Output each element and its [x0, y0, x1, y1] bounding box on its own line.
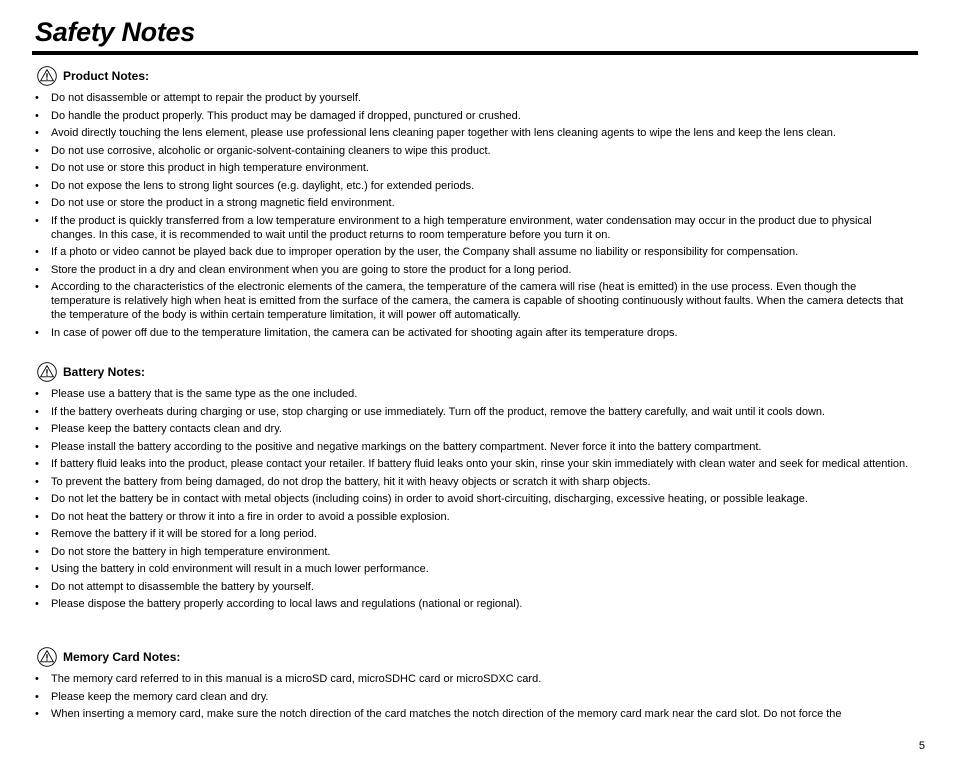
- list-item-text: Do not store the battery in high temperature environment.: [51, 545, 331, 558]
- list-item: [35, 562, 915, 576]
- list-item-text: The memory card referred to in this manual is a microSD card, microSDHC card or microSDXC card.: [51, 673, 542, 685]
- list-item-text: In case of power off due to the temperature limitation, the camera can be activated for shooting again after its temperature drops.: [51, 326, 678, 339]
- list-item: [35, 690, 915, 704]
- list-item: [35, 126, 915, 140]
- list-item: [35, 475, 915, 489]
- list-item: [35, 91, 915, 105]
- list-item-text: Please dispose the battery properly according to local laws and regulations (national or regional).: [51, 598, 523, 610]
- section-heading-text: Memory Card Notes:: [63, 650, 181, 664]
- bullet-marker: •: [35, 326, 39, 339]
- bullet-marker: •: [35, 246, 39, 258]
- list-item-text: To prevent the battery from being damaged, do not drop the battery, hit it with heavy objects or scratch it with sharp objects.: [51, 475, 651, 488]
- list-item: [35, 387, 915, 401]
- bullet-marker: •: [35, 92, 39, 104]
- list-item: [35, 196, 915, 210]
- list-item-text: Do not attempt to disassemble the battery by yourself.: [51, 580, 314, 593]
- section-heading-text: Battery Notes:: [63, 365, 146, 379]
- memory-card-notes-heading: [37, 647, 180, 667]
- bullet-marker: •: [35, 528, 39, 540]
- list-item-text: Do not use corrosive, alcoholic or organic-solvent-containing cleaners to wipe this product.: [51, 144, 491, 157]
- memory-card-notes-list: [35, 672, 915, 725]
- list-item: [35, 580, 915, 594]
- page-number: 5: [918, 740, 925, 752]
- list-item: [35, 179, 915, 193]
- list-item: [35, 326, 915, 340]
- bullet-marker: •: [35, 127, 39, 139]
- battery-notes-heading: [37, 362, 145, 382]
- list-item-text: Please use a battery that is the same type as the one included.: [51, 388, 358, 400]
- bullet-marker: •: [35, 493, 39, 505]
- list-item-text: Store the product in a dry and clean environment when you are going to store the product for a long period.: [51, 263, 572, 276]
- bullet-marker: •: [35, 109, 39, 122]
- list-item: [35, 422, 915, 436]
- list-item-text: Do not heat the battery or throw it into a fire in order to avoid a possible explosion.: [51, 510, 450, 523]
- list-item-text: Please keep the battery contacts clean and dry.: [51, 423, 282, 435]
- list-item: [35, 109, 915, 123]
- list-item: [35, 440, 915, 454]
- bullet-marker: •: [35, 405, 39, 418]
- list-item-text: Do handle the product properly. This product may be damaged if dropped, punctured or crushed.: [51, 109, 521, 122]
- bullet-marker: •: [35, 440, 39, 453]
- list-item: [35, 457, 915, 471]
- bullet-marker: •: [35, 708, 39, 720]
- list-item-text: Do not expose the lens to strong light sources (e.g. daylight, etc.) for extended periods.: [51, 179, 475, 192]
- list-item-text: Do not let the battery be in contact with metal objects (including coins) in order to avoid short-circuiting, discharging, excessive heating, or possible leakage.: [51, 493, 808, 505]
- list-item: [35, 707, 915, 721]
- list-item: [35, 527, 915, 541]
- bullet-marker: •: [35, 690, 39, 703]
- list-item-text: Please keep the memory card clean and dry.: [51, 690, 269, 703]
- bullet-marker: •: [35, 179, 39, 192]
- list-item: [35, 161, 915, 175]
- list-item: [35, 405, 915, 419]
- list-item-text: If a photo or video cannot be played back due to improper operation by the user, the Company shall assume no liability or responsibility for compensation.: [51, 246, 799, 258]
- list-item-text: Avoid directly touching the lens element, please use professional lens cleaning paper together with lens cleaning agents to wipe the lens and keep the lens clean.: [51, 127, 836, 139]
- bullet-marker: •: [35, 475, 39, 488]
- list-item-text: Please install the battery according to the positive and negative markings on the battery compartment. Never force it into the battery compartment.: [51, 440, 762, 453]
- list-item: [35, 214, 915, 242]
- bullet-marker: •: [35, 458, 39, 470]
- bullet-marker: •: [35, 388, 39, 400]
- list-item-text: Using the battery in cold environment will result in a much lower performance.: [51, 563, 429, 575]
- list-item-text: If battery fluid leaks into the product, please contact your retailer. If battery fluid leaks onto your skin, rinse your skin immediately with clean water and seek for medical attention.: [51, 458, 909, 470]
- bullet-marker: •: [35, 423, 39, 435]
- page-title: Safety Notes: [35, 17, 195, 47]
- warning-triangle-icon: [37, 362, 57, 382]
- bullet-marker: •: [35, 144, 39, 157]
- list-item-text: Remove the battery if it will be stored for a long period.: [51, 528, 317, 540]
- warning-triangle-icon: [37, 66, 57, 86]
- bullet-marker: •: [35, 263, 39, 276]
- list-item-text: When inserting a memory card, make sure the notch direction of the card matches the notch direction of the memory card mark near the card slot. Do not force the: [51, 708, 842, 720]
- bullet-marker: •: [35, 580, 39, 593]
- list-item: [35, 510, 915, 524]
- list-item-text: Do not use or store the product in a strong magnetic field environment.: [51, 197, 395, 209]
- list-item: [35, 280, 915, 322]
- list-item: [35, 492, 915, 506]
- bullet-marker: •: [35, 563, 39, 575]
- product-notes-heading: [37, 66, 149, 86]
- bullet-marker: •: [35, 197, 39, 209]
- bullet-marker: •: [35, 598, 39, 610]
- list-item-text: Do not disassemble or attempt to repair the product by yourself.: [51, 92, 361, 104]
- bullet-marker: •: [35, 214, 39, 227]
- list-item-text: If the product is quickly transferred from a low temperature environment to a high temperature environment, water condensation may occur in the product due to physical changes. In this case, it is recommended to wait until the product returns to room temperature before you turn it on.: [51, 214, 872, 241]
- bullet-marker: •: [35, 545, 39, 558]
- list-item-text: If the battery overheats during charging or use, stop charging or use immediately. Turn off the product, remove the battery carefully, and wait until it cools down.: [51, 405, 826, 418]
- section-heading-text: Product Notes:: [63, 69, 150, 83]
- warning-triangle-icon: [37, 647, 57, 667]
- list-item: [35, 597, 915, 611]
- list-item: [35, 545, 915, 559]
- title-rule: [32, 51, 918, 55]
- list-item: [35, 245, 915, 259]
- list-item-text: According to the characteristics of the electronic elements of the camera, the temperature of the camera will rise (heat is emitted) in the use process. Even though the temperature is relatively high when heat is emitted from the surface of the camera, the camera is capable of shooting continuously without faults. When the camera detects that the temperature of the body is within certain temperature limitation, it will power off automatically.: [51, 281, 904, 321]
- product-notes-list: [35, 91, 915, 343]
- bullet-marker: •: [35, 510, 39, 523]
- list-item: [35, 672, 915, 686]
- list-item: [35, 144, 915, 158]
- list-item: [35, 263, 915, 277]
- bullet-marker: •: [35, 162, 39, 174]
- list-item-text: Do not use or store this product in high temperature environment.: [51, 162, 369, 174]
- battery-notes-list: [35, 387, 915, 615]
- bullet-marker: •: [35, 281, 39, 293]
- bullet-marker: •: [35, 673, 39, 685]
